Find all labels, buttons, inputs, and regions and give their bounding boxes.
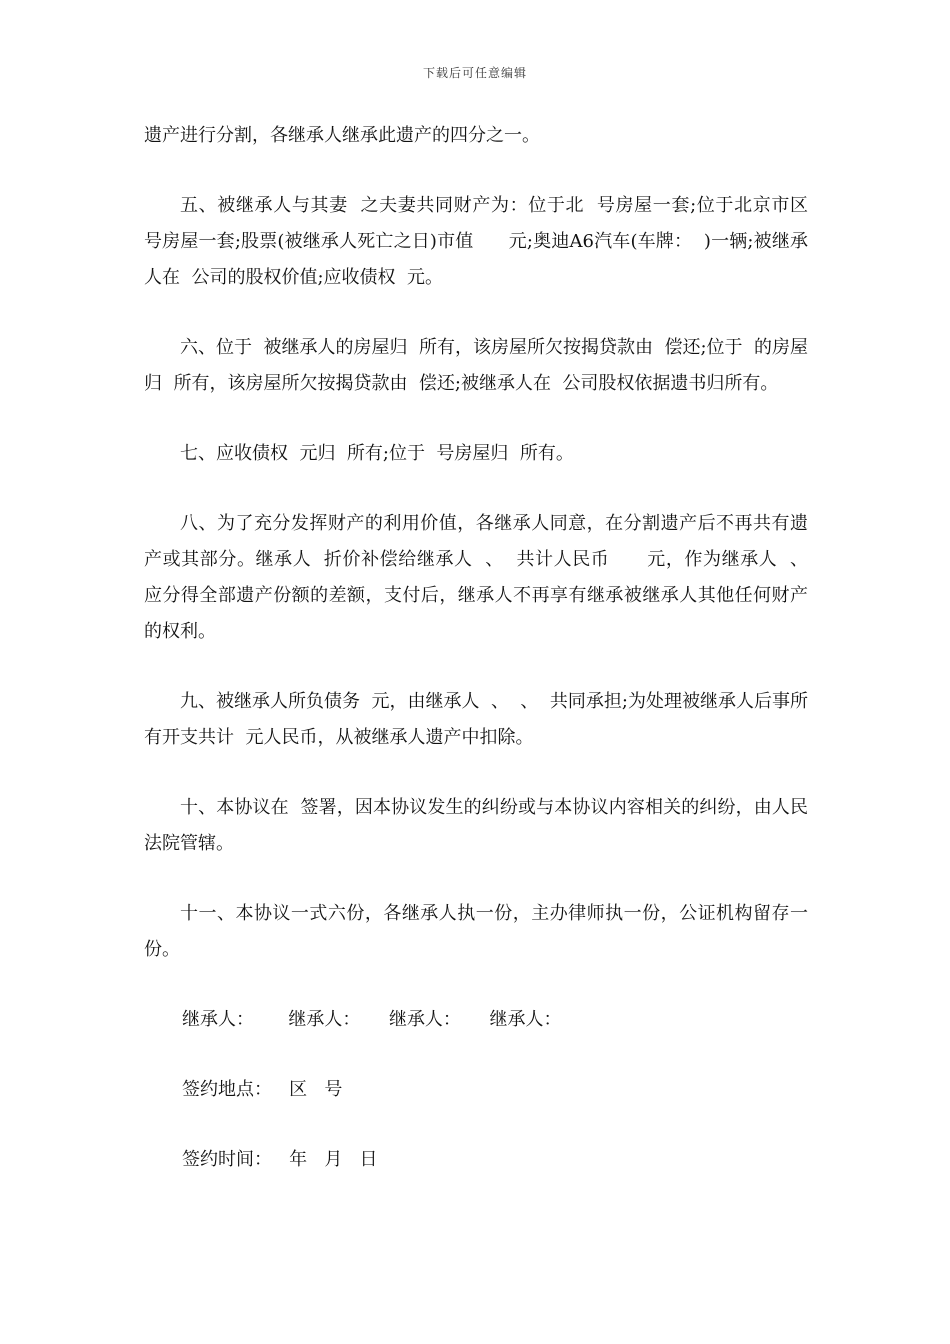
- paragraph-5-joint-property: 五、被继承人与其妻 之夫妻共同财产为：位于北 号房屋一套;位于北京市区 号房屋一套;股票(被继承人死亡之日)市值 元;奥迪A6汽车(车牌： )一辆;被继承人在 公司的股权价值;应收债权 元。: [144, 195, 820, 288]
- page-header: 下载后可任意编辑: [422, 66, 527, 80]
- signing-time-line: 签约时间： 年 月 日: [182, 1149, 378, 1170]
- paragraph-7-receivables: 七、应收债权 元归 所有;位于 号房屋归 所有。: [180, 443, 574, 464]
- document-body: [144, 118, 820, 1212]
- paragraph-9-debts: 九、被继承人所负债务 元，由继承人 、 、 共同承担;为处理被继承人后事所有开支共计 元人民币，从被继承人遗产中扣除。: [144, 691, 808, 748]
- paragraph-10-jurisdiction: 十、本协议在 签署，因本协议发生的纠纷或与本协议内容相关的纠纷，由人民法院管辖。: [144, 797, 808, 854]
- paragraph-6-house-allocation: 六、位于 被继承人的房屋归 所有，该房屋所欠按揭贷款由 偿还;位于 的房屋归 所有，该房屋所欠按揭贷款由 偿还;被继承人在 公司股权依据遗书归所有。: [144, 337, 808, 394]
- paragraph-11-copies: 十一、本协议一式六份，各继承人执一份，主办律师执一份，公证机构留存一份。: [144, 903, 808, 960]
- signing-place-line: 签约地点： 区 号: [182, 1079, 343, 1100]
- heirs-signature-line: 继承人： 继承人： 继承人： 继承人：: [182, 1009, 562, 1030]
- paragraph-continuation: 遗产进行分割，各继承人继承此遗产的四分之一。: [144, 125, 540, 146]
- paragraph-8-compensation: 八、为了充分发挥财产的利用价值，各继承人同意，在分割遗产后不再共有遗产或其部分。继承人 折价补偿给继承人 、 共计人民币 元，作为继承人 、 应分得全部遗产份额的差额，支付后，继承人不再享有继承被继承人其他任何财产的权利。: [144, 513, 820, 642]
